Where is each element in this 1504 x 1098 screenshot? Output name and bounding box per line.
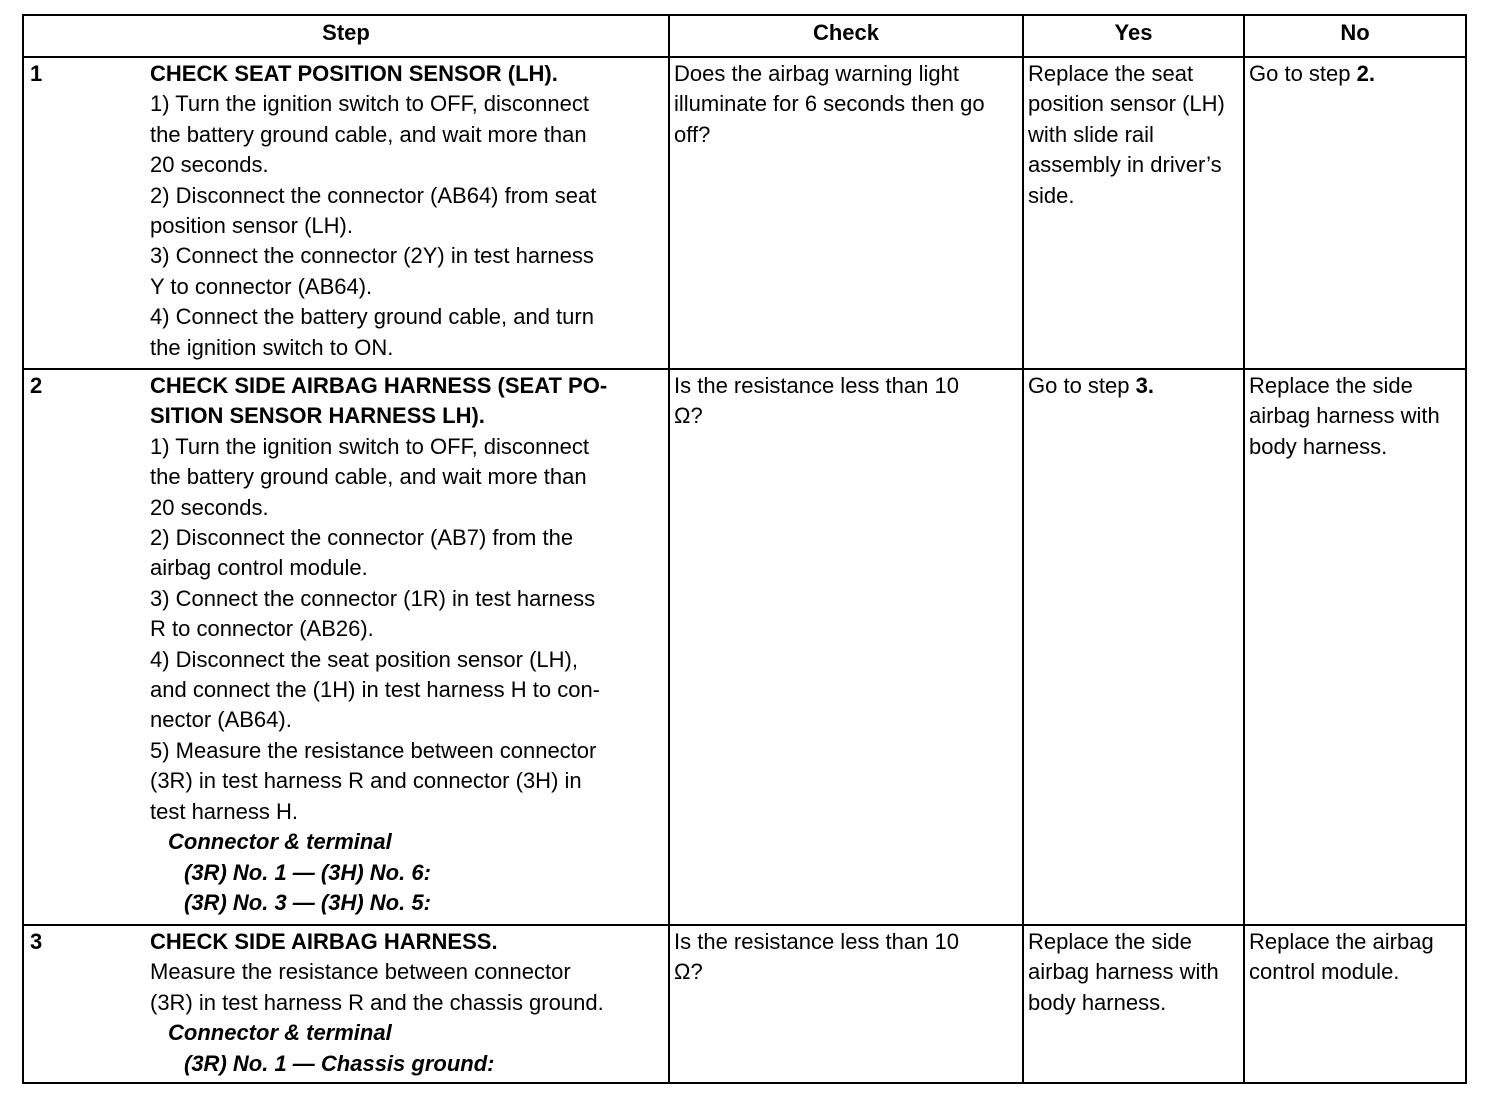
step-cell — [23, 369, 669, 925]
step-body — [150, 371, 664, 918]
step-line: 20 seconds. — [150, 152, 269, 178]
check-cell — [669, 925, 1023, 1083]
step-number: 1 — [30, 61, 43, 86]
step-line: test harness H. — [150, 798, 298, 824]
check-line: Is the resistance less than 10 — [674, 929, 959, 954]
no-cell: Replace the airbag control module. — [1244, 925, 1466, 1083]
step-line: 20 seconds. — [150, 494, 269, 520]
no-prefix: Go to step — [1249, 61, 1357, 86]
table-row — [23, 925, 1466, 1083]
check-line: Ω? — [674, 959, 703, 985]
header-step: Step — [23, 15, 669, 57]
yes-cell: Replace the side airbag harness with body harness. — [1023, 925, 1244, 1083]
step-line: Y to connector (AB64). — [150, 273, 373, 299]
header-yes: Yes — [1023, 15, 1244, 57]
step-body — [150, 59, 664, 363]
step-line: airbag control module. — [150, 555, 368, 581]
step-line: 4) Connect the battery ground cable, and turn — [150, 304, 594, 330]
step-line: 2) Disconnect the connector (AB7) from the — [150, 525, 574, 551]
step-body — [150, 927, 664, 1079]
no-step-ref: 2. — [1356, 61, 1375, 86]
yes-cell — [1023, 369, 1244, 925]
step-line: the ignition switch to ON. — [150, 334, 394, 360]
check-cell: Does the airbag warning light illuminate for 6 seconds then go off? — [669, 57, 1023, 369]
spec-item: (3R) No. 1 — Chassis ground: — [184, 1050, 495, 1076]
no-cell: Replace the side airbag harness with body harness. — [1244, 369, 1466, 925]
step-title: CHECK SIDE AIRBAG HARNESS. — [150, 929, 498, 954]
step-line: and connect the (1H) in test harness H to con- — [150, 677, 601, 703]
troubleshooting-table — [22, 14, 1467, 1084]
check-cell — [669, 369, 1023, 925]
step-cell — [23, 57, 669, 369]
check-line: Ω? — [674, 403, 703, 429]
table-row — [23, 369, 1466, 925]
step-line: 3) Connect the connector (2Y) in test harness — [150, 243, 594, 269]
spec-heading: Connector & terminal — [168, 829, 392, 855]
yes-step-ref: 3. — [1135, 373, 1154, 398]
step-line: the battery ground cable, and wait more than — [150, 464, 587, 490]
step-line: nector (AB64). — [150, 707, 292, 733]
step-line: 1) Turn the ignition switch to OFF, disconnect — [150, 91, 589, 117]
spec-heading: Connector & terminal — [168, 1020, 392, 1046]
step-title: SITION SENSOR HARNESS LH). — [150, 403, 485, 429]
step-line: 4) Disconnect the seat position sensor (LH), — [150, 646, 578, 672]
step-number: 2 — [30, 373, 43, 398]
spec-item: (3R) No. 1 — (3H) No. 6: — [184, 859, 431, 885]
step-line: (3R) in test harness R and connector (3H) in — [150, 768, 582, 794]
step-line: the battery ground cable, and wait more than — [150, 121, 587, 147]
yes-prefix: Go to step — [1028, 373, 1136, 398]
step-line: Measure the resistance between connector — [150, 959, 571, 985]
step-line: (3R) in test harness R and the chassis ground. — [150, 989, 604, 1015]
yes-cell: Replace the seat position sensor (LH) with slide rail assembly in driver’s side. — [1023, 57, 1244, 369]
step-title: CHECK SIDE AIRBAG HARNESS (SEAT PO- — [150, 373, 608, 398]
step-line: 3) Connect the connector (1R) in test harness — [150, 585, 596, 611]
header-no: No — [1244, 15, 1466, 57]
step-line: 5) Measure the resistance between connector — [150, 737, 597, 763]
step-line: 2) Disconnect the connector (AB64) from seat — [150, 182, 597, 208]
step-line: R to connector (AB26). — [150, 616, 374, 642]
header-row — [23, 15, 1466, 57]
no-cell — [1244, 57, 1466, 369]
step-line: position sensor (LH). — [150, 213, 353, 239]
step-title: CHECK SEAT POSITION SENSOR (LH). — [150, 61, 558, 86]
spec-item: (3R) No. 3 — (3H) No. 5: — [184, 889, 431, 915]
check-line: Is the resistance less than 10 — [674, 373, 959, 398]
step-line: 1) Turn the ignition switch to OFF, disconnect — [150, 433, 589, 459]
header-check: Check — [669, 15, 1023, 57]
step-cell — [23, 925, 669, 1083]
table-row — [23, 57, 1466, 369]
step-number: 3 — [30, 929, 43, 954]
